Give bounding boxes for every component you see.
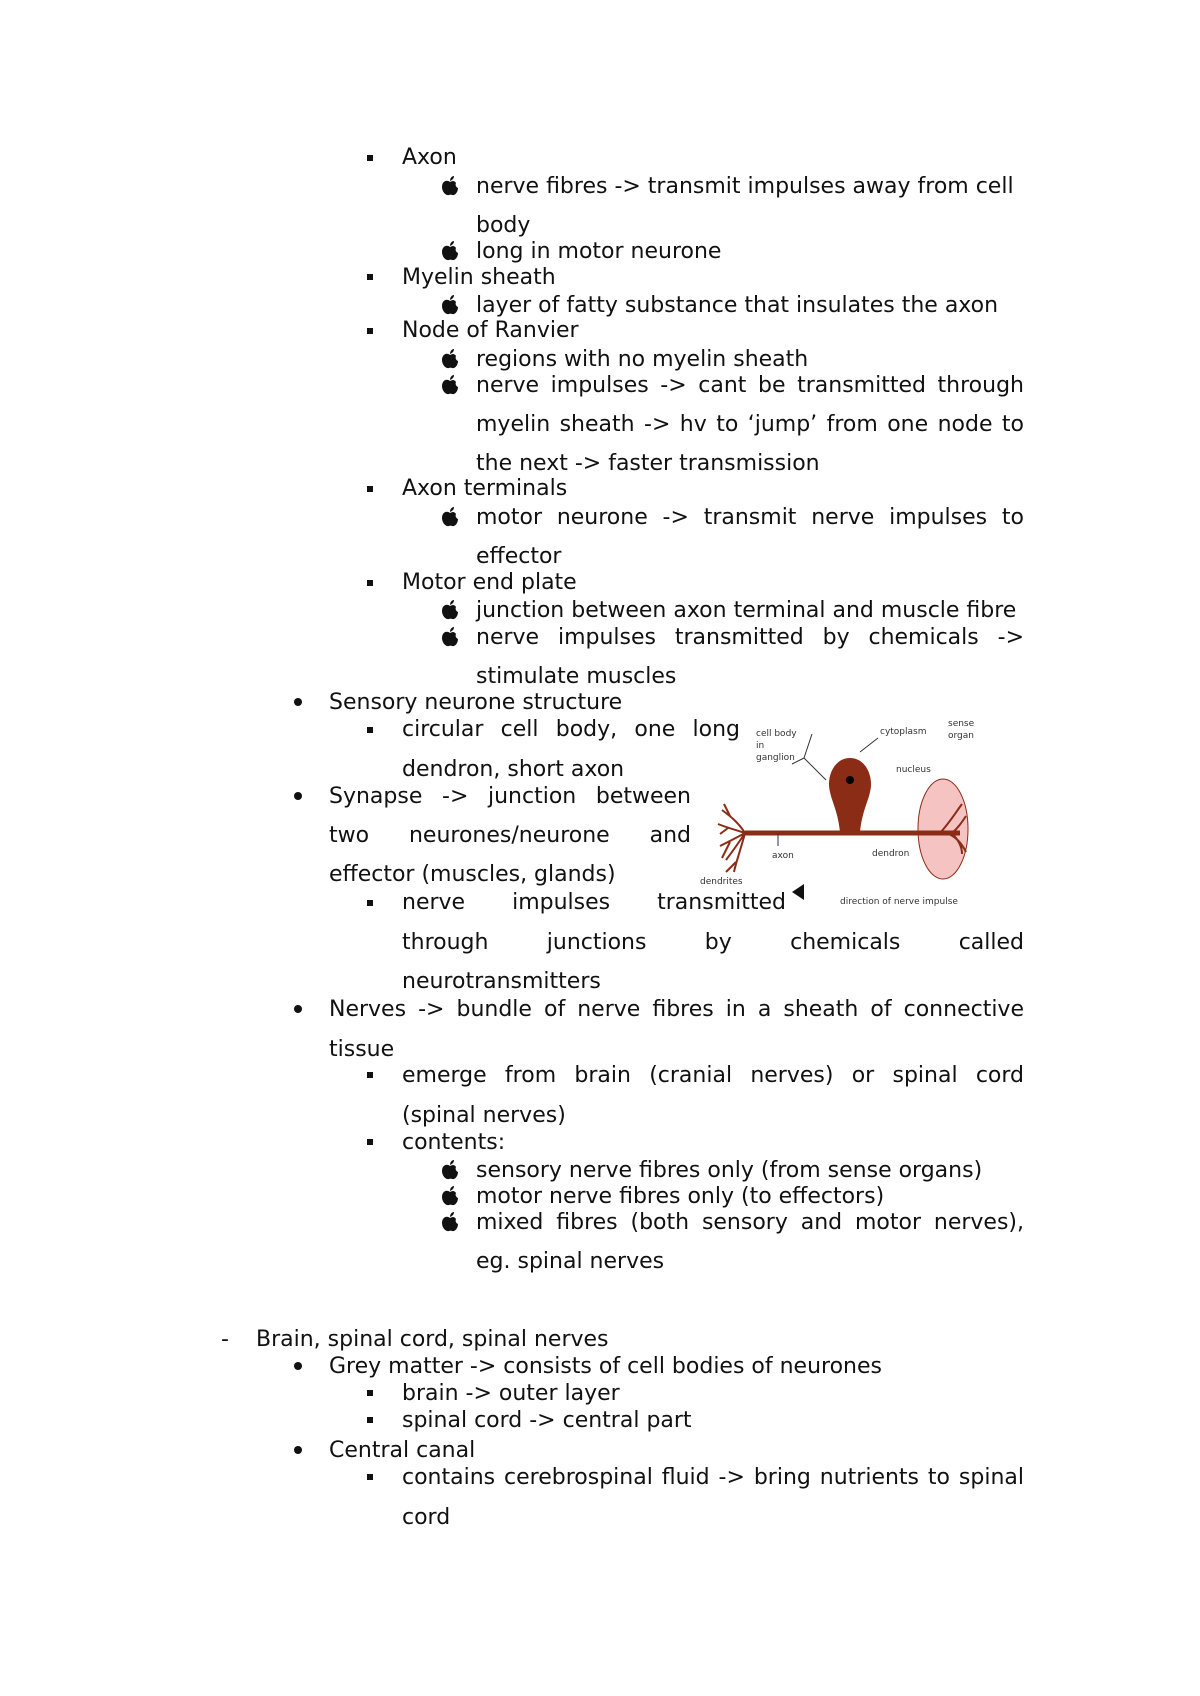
ranvier-point-2-line-2: [476, 412, 1024, 438]
round-bullet-icon: [294, 1446, 302, 1454]
round-bullet-icon: [294, 698, 302, 706]
apple-bullet-icon: [441, 348, 459, 370]
axon-point-1-line-2: body: [476, 213, 531, 238]
central-canal-point-line-2: cord: [402, 1505, 451, 1530]
synapse-line-2-text: two neurones/neurone and: [329, 823, 691, 848]
square-bullet-icon: [367, 1072, 373, 1078]
sensory-point-1-line-2: dendron, short axon: [402, 757, 625, 782]
ranvier-point-2-line-1: [476, 373, 1024, 399]
label-dendrites: dendrites: [700, 877, 743, 887]
label-nucleus: nucleus: [896, 765, 931, 775]
synapse-point-1-line-3: neurotransmitters: [402, 969, 601, 994]
apple-bullet-icon: [441, 175, 459, 197]
brain-heading: Brain, spinal cord, spinal nerves: [256, 1327, 609, 1352]
nerves-emerge-line-2: (spinal nerves): [402, 1103, 566, 1128]
label-ganglion: ganglion: [756, 753, 795, 763]
grey-matter-point-2: spinal cord -> central part: [402, 1408, 692, 1433]
sensory-point-1-line-1: [402, 717, 740, 743]
nerves-line-1: [329, 997, 1024, 1023]
endplate-point-2-line-1-text: nerve impulses transmitted by chemicals ->: [476, 625, 1024, 650]
axon-heading: Axon: [402, 145, 457, 170]
synapse-point-1-line-1-text: nerve impulses transmitted: [402, 890, 786, 915]
nerves-content-1: sensory nerve fibres only (from sense organs): [476, 1158, 983, 1183]
synapse-point-1-line-2-text: through junctions by chemicals called: [402, 930, 1024, 955]
sensory-neurone-diagram: [700, 712, 1000, 922]
square-bullet-icon: [367, 274, 373, 280]
endplate-heading: Motor end plate: [402, 570, 577, 595]
square-bullet-icon: [367, 486, 373, 492]
square-bullet-icon: [367, 155, 373, 161]
cytoplasm-pointer: [860, 738, 878, 752]
central-canal-heading: Central canal: [329, 1438, 476, 1463]
square-bullet-icon: [367, 328, 373, 334]
ranvier-heading: Node of Ranvier: [402, 318, 579, 343]
apple-bullet-icon: [441, 240, 459, 262]
apple-bullet-icon: [441, 1211, 459, 1233]
nerves-line-2: tissue: [329, 1037, 395, 1062]
central-canal-point-line-1-text: contains cerebrospinal fluid -> bring nutrients to spinal: [402, 1465, 1024, 1490]
ranvier-point-1: regions with no myelin sheath: [476, 347, 809, 372]
label-dendron: dendron: [872, 849, 910, 859]
terminals-heading: Axon terminals: [402, 476, 568, 501]
nerves-emerge-line-1: [402, 1063, 1024, 1089]
apple-bullet-icon: [441, 506, 459, 528]
apple-bullet-icon: [441, 1185, 459, 1207]
terminals-point-1-line-2: effector: [476, 544, 562, 569]
direction-arrow-icon: [792, 884, 804, 900]
dash-bullet: -: [221, 1327, 229, 1352]
terminals-point-1-line-1-text: motor neurone -> transmit nerve impulses to: [476, 505, 1024, 530]
round-bullet-icon: [294, 792, 302, 800]
nerves-contents: contents:: [402, 1130, 506, 1155]
label-sense-organ-2: organ: [948, 731, 974, 741]
nerves-content-3-line-1-text: mixed fibres (both sensory and motor nerves),: [476, 1210, 1024, 1235]
synapse-point-1-line-2: [402, 930, 1024, 956]
sensory-heading: Sensory neurone structure: [329, 690, 623, 715]
grey-matter: Grey matter -> consists of cell bodies of neurones: [329, 1354, 882, 1379]
central-canal-point-line-1: [402, 1465, 1024, 1491]
apple-bullet-icon: [441, 294, 459, 316]
label-direction: direction of nerve impulse: [840, 897, 958, 907]
apple-bullet-icon: [441, 1159, 459, 1181]
label-in: in: [756, 741, 765, 751]
square-bullet-icon: [367, 1390, 373, 1396]
synapse-line-1-text: Synapse -> junction between: [329, 784, 691, 809]
label-cell-body: cell body: [756, 729, 797, 739]
myelin-point-1: layer of fatty substance that insulates the axon: [476, 293, 999, 318]
square-bullet-icon: [367, 1417, 373, 1423]
apple-bullet-icon: [441, 599, 459, 621]
endplate-point-2-line-2: stimulate muscles: [476, 664, 677, 689]
axon-point-2: long in motor neurone: [476, 239, 722, 264]
axon-point-1-line-1: nerve fibres -> transmit impulses away from cell: [476, 174, 1014, 199]
myelin-heading: Myelin sheath: [402, 265, 556, 290]
round-bullet-icon: [294, 1362, 302, 1370]
round-bullet-icon: [294, 1005, 302, 1013]
ranvier-point-2-line-3: the next -> faster transmission: [476, 451, 820, 476]
square-bullet-icon: [367, 580, 373, 586]
cell-body: [829, 758, 871, 832]
cell-body-bracket: [792, 734, 826, 780]
endplate-point-2-line-1: [476, 625, 1024, 651]
label-sense-organ-1: sense: [948, 719, 975, 729]
nerves-line-1-text: Nerves -> bundle of nerve fibres in a sheath of connective: [329, 997, 1024, 1022]
apple-bullet-icon: [441, 374, 459, 396]
nerves-content-3-line-1: [476, 1210, 1024, 1236]
nerves-content-3-line-2: eg. spinal nerves: [476, 1249, 665, 1274]
square-bullet-icon: [367, 900, 373, 906]
nerves-emerge-line-1-text: emerge from brain (cranial nerves) or spinal cord: [402, 1063, 1024, 1088]
axon-dendrites: [718, 804, 745, 872]
label-cytoplasm: cytoplasm: [880, 727, 927, 737]
square-bullet-icon: [367, 1139, 373, 1145]
synapse-line-1: [329, 784, 691, 810]
ranvier-point-2-line-2-text: myelin sheath -> hv to ‘jump’ from one node to: [476, 412, 1024, 437]
nucleus: [846, 776, 854, 784]
grey-matter-point-1: brain -> outer layer: [402, 1381, 620, 1406]
endplate-point-1: junction between axon terminal and muscle fibre: [476, 598, 1017, 623]
apple-bullet-icon: [441, 626, 459, 648]
synapse-line-3: effector (muscles, glands): [329, 862, 616, 887]
square-bullet-icon: [367, 1474, 373, 1480]
ranvier-point-2-line-1-text: nerve impulses -> cant be transmitted through: [476, 373, 1024, 398]
label-axon: axon: [772, 851, 794, 861]
synapse-line-2: [329, 823, 691, 849]
nerves-content-2: motor nerve fibres only (to effectors): [476, 1184, 885, 1209]
square-bullet-icon: [367, 727, 373, 733]
terminals-point-1-line-1: [476, 505, 1024, 531]
sensory-point-1-line-1-text: circular cell body, one long: [402, 717, 740, 742]
